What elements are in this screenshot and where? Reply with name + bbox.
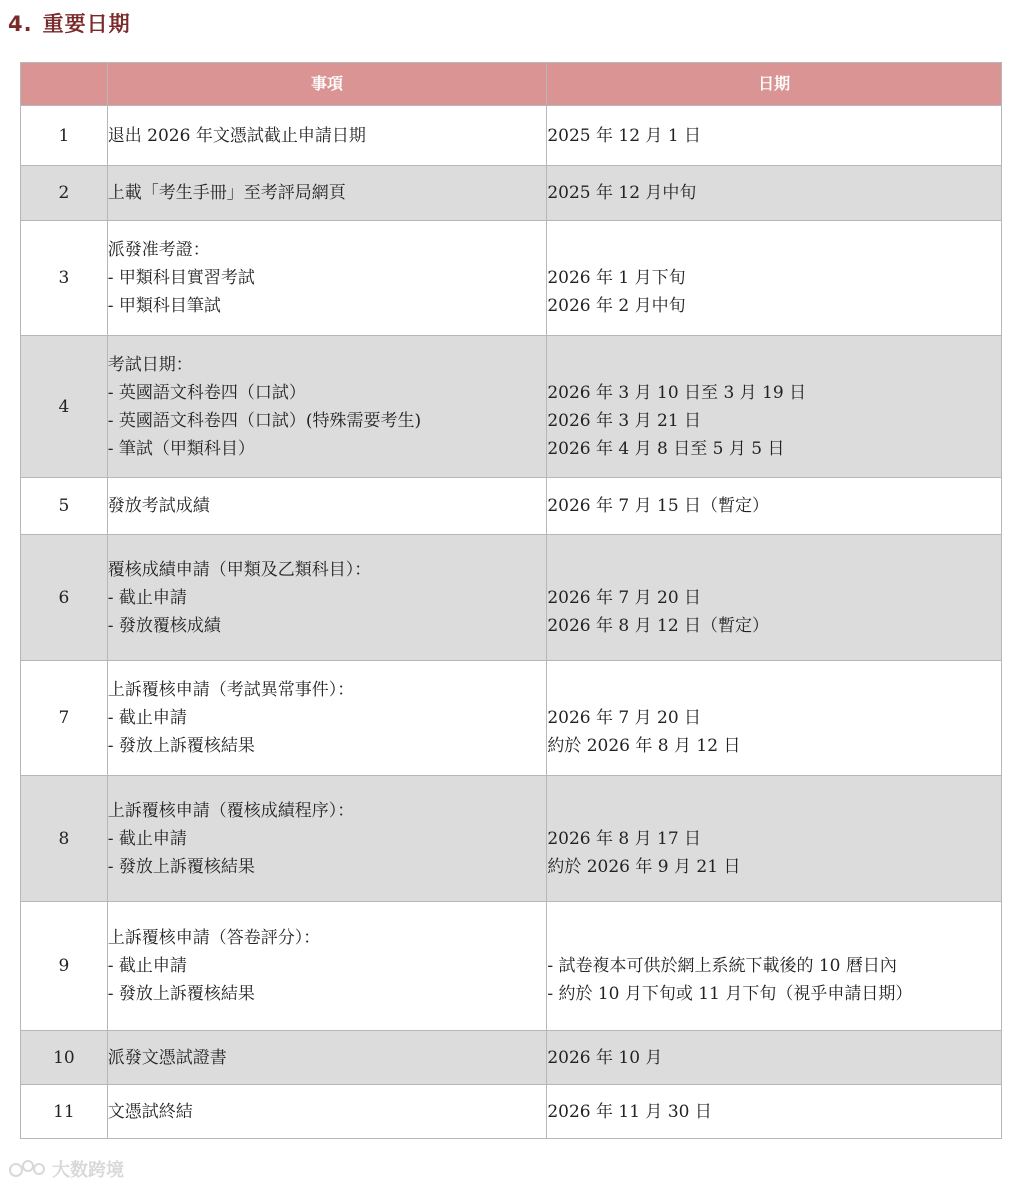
date-value: 約於 2026 年 8 月 12 日	[547, 736, 741, 756]
row-item	[107, 166, 547, 221]
date-spacer	[547, 236, 1001, 264]
row-index: 7	[21, 661, 108, 776]
item-subitem: - 截止申請	[107, 828, 187, 849]
table-header-row	[21, 63, 1002, 106]
date-value: 2026 年 4 月 8 日至 5 月 5 日	[547, 438, 785, 459]
item-subitem: - 發放上訴覆核結果	[107, 984, 255, 1004]
date-value: 2026 年 8 月 17 日	[547, 828, 702, 849]
row-date	[547, 106, 1002, 166]
item-title: 覆核成績申請（甲類及乙類科目）：	[107, 559, 372, 580]
item-title: 上訴覆核申請（考試異常事件）：	[107, 680, 355, 700]
date-value: 2026 年 7 月 15 日（暫定）	[547, 496, 770, 516]
table-row	[21, 776, 1002, 902]
row-item	[107, 535, 547, 661]
date-spacer	[547, 556, 1001, 584]
item-subitem: - 英國語文科卷四（口試）	[107, 382, 306, 403]
item-subitem: - 截止申請	[107, 587, 187, 608]
item-title: 退出 2026 年文憑試截止申請日期	[107, 125, 366, 146]
row-index: 3	[21, 221, 108, 336]
table-row	[21, 478, 1002, 535]
table-row	[21, 106, 1002, 166]
header-date: 日期	[547, 63, 1002, 106]
header-item: 事項	[107, 63, 547, 106]
section-heading	[8, 8, 131, 38]
date-value: 2026 年 10 月	[547, 1047, 663, 1068]
table-body	[21, 106, 1002, 1139]
watermark-logo-icon	[8, 1157, 48, 1181]
row-index: 2	[21, 166, 108, 221]
section-number: 4.	[8, 12, 33, 36]
table-row	[21, 1085, 1002, 1139]
row-date	[547, 661, 1002, 776]
row-date	[547, 336, 1002, 478]
row-date	[547, 166, 1002, 221]
row-item	[107, 221, 547, 336]
date-value: 2026 年 11 月 30 日	[547, 1101, 712, 1122]
row-index: 6	[21, 535, 108, 661]
item-subitem: - 英國語文科卷四（口試）(特殊需要考生)	[107, 410, 422, 431]
row-date	[547, 776, 1002, 902]
item-subitem: - 截止申請	[107, 956, 187, 976]
row-index: 8	[21, 776, 108, 902]
row-date	[547, 902, 1002, 1031]
date-value: 約於 2026 年 9 月 21 日	[547, 856, 741, 877]
date-value: 2026 年 7 月 20 日	[547, 708, 702, 728]
item-title: 發放考試成績	[107, 496, 210, 516]
item-subitem: - 發放覆核成績	[107, 615, 221, 636]
date-value: 2025 年 12 月中旬	[547, 183, 697, 203]
date-value: 2026 年 8 月 12 日（暫定）	[547, 615, 770, 636]
date-spacer	[547, 924, 1001, 952]
row-index: 1	[21, 106, 108, 166]
table-row	[21, 661, 1002, 776]
table-row	[21, 166, 1002, 221]
row-index: 5	[21, 478, 108, 535]
date-spacer	[547, 797, 1001, 825]
date-value: 2026 年 2 月中旬	[547, 296, 686, 316]
row-item	[107, 106, 547, 166]
table-row	[21, 221, 1002, 336]
date-value: 2026 年 3 月 21 日	[547, 410, 702, 431]
row-item	[107, 1031, 547, 1085]
row-item	[107, 902, 547, 1031]
item-title: 上載「考生手冊」至考評局網頁	[107, 183, 346, 203]
item-subitem: - 甲類科目筆試	[107, 296, 221, 316]
row-index: 11	[21, 1085, 108, 1139]
item-subitem: - 筆試（甲類科目）	[107, 438, 255, 459]
row-index: 9	[21, 902, 108, 1031]
date-value: 2026 年 1 月下旬	[547, 268, 686, 288]
row-item	[107, 776, 547, 902]
table-row	[21, 336, 1002, 478]
date-value: 2026 年 7 月 20 日	[547, 587, 702, 608]
row-date	[547, 535, 1002, 661]
item-title: 派發准考證：	[107, 240, 210, 260]
row-date	[547, 1031, 1002, 1085]
row-index: 10	[21, 1031, 108, 1085]
item-title: 上訴覆核申請（覆核成績程序）：	[107, 800, 355, 821]
row-date	[547, 221, 1002, 336]
date-value: 2026 年 3 月 10 日至 3 月 19 日	[547, 382, 807, 403]
date-spacer	[547, 676, 1001, 704]
row-item	[107, 661, 547, 776]
row-item	[107, 478, 547, 535]
important-dates-table	[20, 62, 1002, 1139]
item-title: 上訴覆核申請（答卷評分）：	[107, 928, 321, 948]
row-item	[107, 336, 547, 478]
date-value: - 約於 10 月下旬或 11 月下旬（視乎申請日期）	[547, 984, 913, 1004]
watermark-text: 大数跨境	[52, 1160, 124, 1181]
watermark	[8, 1156, 124, 1182]
date-spacer	[547, 351, 1001, 379]
item-subitem: - 發放上訴覆核結果	[107, 736, 255, 756]
row-index: 4	[21, 336, 108, 478]
table-row	[21, 902, 1002, 1031]
item-subitem: - 甲類科目實習考試	[107, 268, 255, 288]
item-subitem: - 發放上訴覆核結果	[107, 856, 255, 877]
date-value: - 試卷複本可供於網上系統下載後的 10 曆日內	[547, 956, 897, 976]
item-title: 文憑試終結	[107, 1101, 193, 1122]
row-date	[547, 478, 1002, 535]
item-title: 考試日期：	[107, 354, 193, 375]
section-title: 重要日期	[42, 12, 131, 36]
row-item	[107, 1085, 547, 1139]
table-row	[21, 1031, 1002, 1085]
header-index	[21, 63, 108, 106]
item-title: 派發文憑試證書	[107, 1047, 227, 1068]
item-subitem: - 截止申請	[107, 708, 187, 728]
table-row	[21, 535, 1002, 661]
date-value: 2025 年 12 月 1 日	[547, 125, 702, 146]
row-date	[547, 1085, 1002, 1139]
